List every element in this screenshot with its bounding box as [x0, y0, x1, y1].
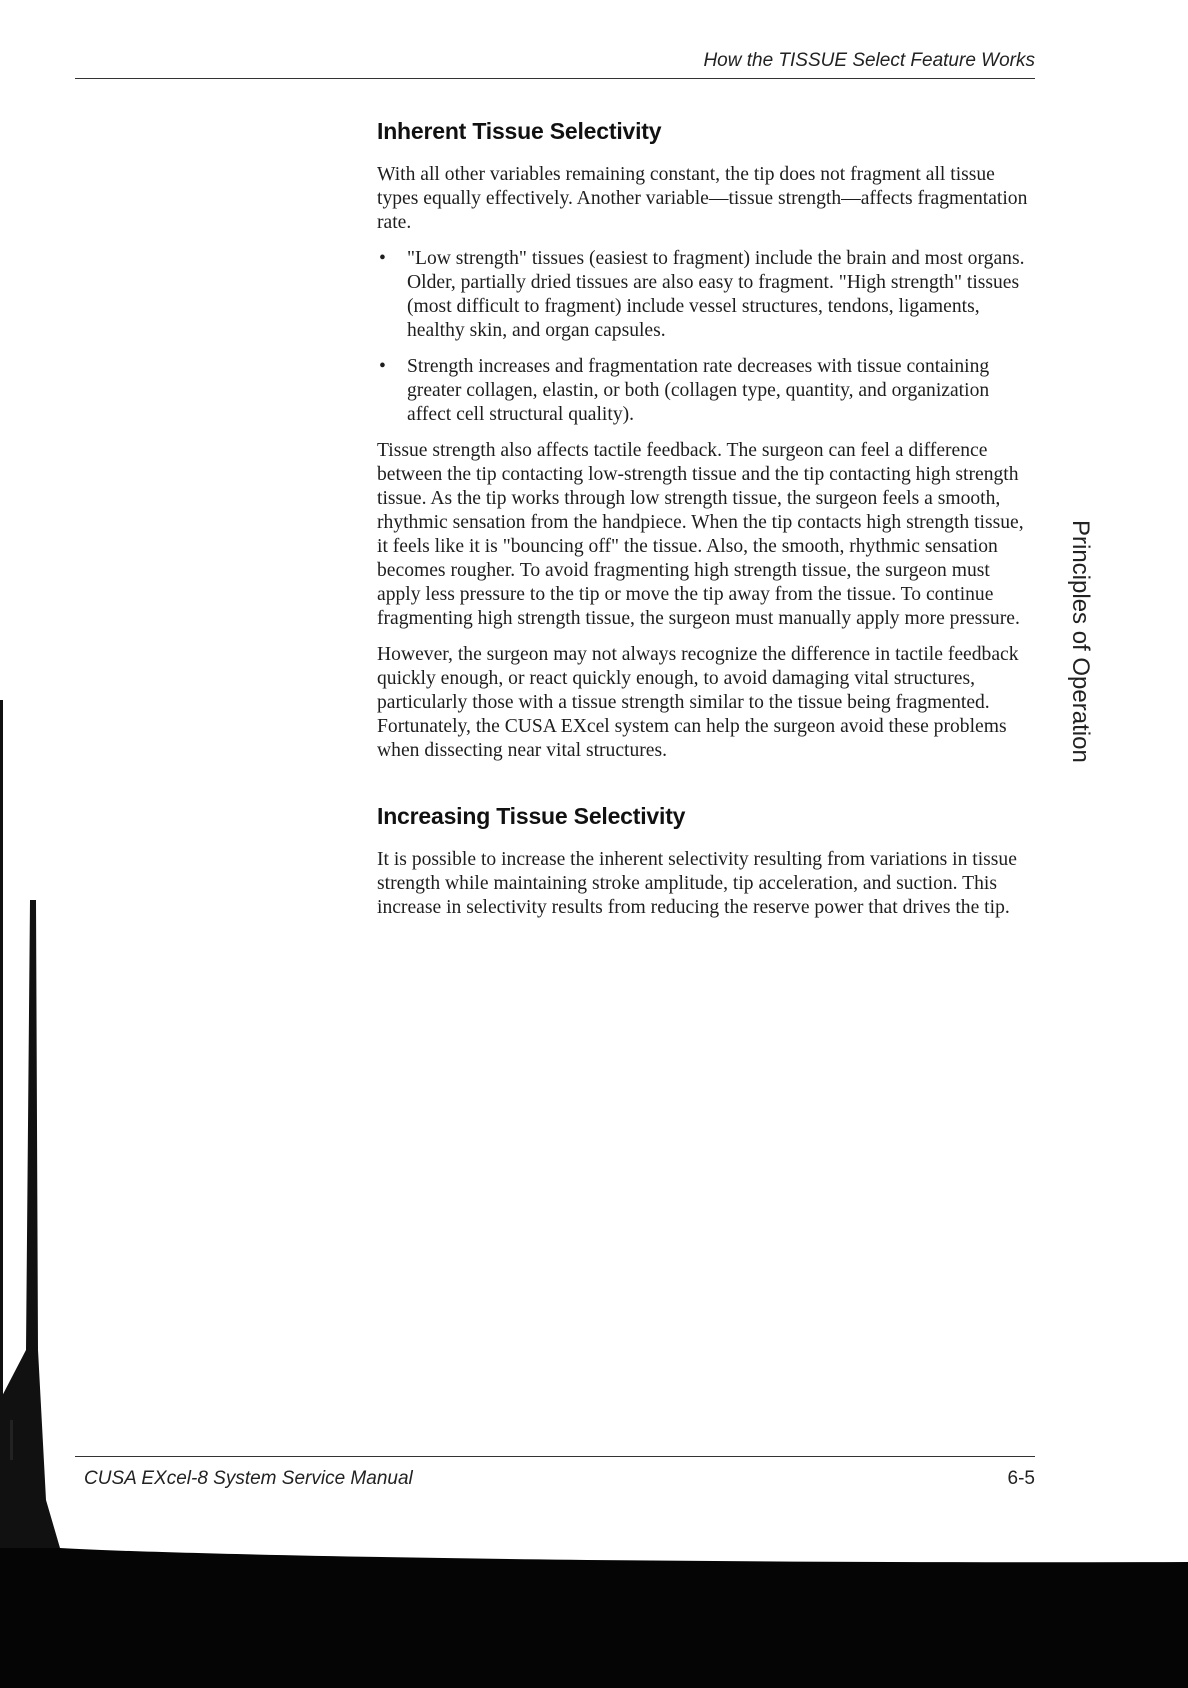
section-heading: Inherent Tissue Selectivity — [377, 118, 662, 144]
scan-bottom-shadow — [0, 1548, 1188, 1688]
page-content — [377, 118, 1032, 932]
section-heading: Increasing Tissue Selectivity — [377, 803, 686, 829]
binding-edge-shadow — [0, 0, 60, 1688]
tactile-feedback-paragraph: Tissue strength also affects tactile feedback. The surgeon can feel a difference between the tip contacting low-strength tissue and the tip contacting high strength tissue. As the tip works through low strength tissue, the surgeon feels a smooth, rhythmic sensation from the handpiece. When the tip contacts high strength tissue, it feels like it is "bouncing off" the tissue. Also, the smooth, rhythmic sensation becomes rougher. To avoid fragmenting high strength tissue, the surgeon must apply less pressure to the tip or move the tip away from the tissue. To continue fragmenting high strength tissue, the surgeon must manually apply more pressure. — [377, 440, 1024, 629]
running-header-title: How the TISSUE Select Feature Works — [703, 50, 1035, 71]
chapter-tab-label: Principles of Operation — [1067, 520, 1094, 763]
bullet-item — [377, 355, 1032, 427]
bullet-text: Strength increases and fragmentation rate decreases with tissue containing greater collagen, elastin, or both (collagen type, quantity, and organization affect cell structural quality). — [407, 356, 990, 425]
intro-paragraph: With all other variables remaining constant, the tip does not fragment all tissue types equally effectively. Another variable—tissue strength—affects fragmentation rate. — [377, 164, 1028, 233]
footer-rule — [75, 1456, 1035, 1457]
selectivity-paragraph: It is possible to increase the inherent selectivity resulting from variations in tissue strength while maintaining stroke amplitude, tip acceleration, and suction. This increase in selectivity results from reducing the reserve power that drives the tip. — [377, 849, 1017, 918]
page-number: 6-5 — [1007, 1468, 1035, 1489]
bullet-list — [377, 247, 1032, 427]
bullet-text: "Low strength" tissues (easiest to fragment) include the brain and most organs. Older, partially dried tissues are also easy to fragment. "High strength" tissues (most difficult to fragment) include vessel structures, tendons, ligaments, healthy skin, and organ capsules. — [407, 248, 1025, 341]
footer-manual-title: CUSA EXcel-8 System Service Manual — [84, 1468, 413, 1489]
bullet-dot-icon: • — [379, 248, 386, 269]
bullet-dot-icon: • — [379, 356, 386, 377]
section-increasing-tissue-selectivity — [377, 803, 1032, 920]
page-header — [75, 44, 1035, 79]
chapter-side-tab — [1060, 520, 1124, 800]
vital-structures-paragraph: However, the surgeon may not always recognize the difference in tactile feedback quickly enough, or react quickly enough, to avoid damaging vital structures, particularly those with a tissue strength similar to the tissue being fragmented. Fortunately, the CUSA EXcel system can help the surgeon avoid these problems when dissecting near vital structures. — [377, 644, 1019, 761]
bullet-item — [377, 247, 1032, 343]
section-inherent-tissue-selectivity — [377, 118, 1032, 763]
